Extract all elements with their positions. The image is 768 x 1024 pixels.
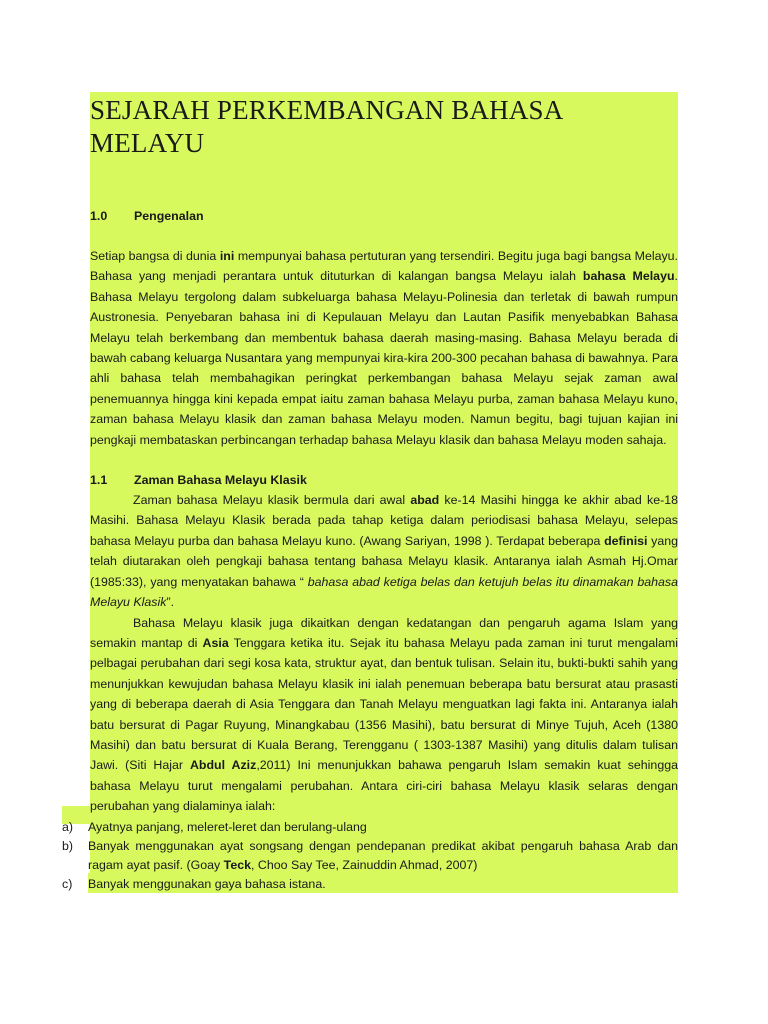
bold-text: abad xyxy=(410,493,440,508)
text-run: ,2011) Ini menunjukkan bahawa pengaruh Islam semakin kuat sehingga bahasa Melayu turut mengalami perubahan. Antara ciri-ciri bahasa Melayu klasik selaras dengan perubahan yang dialaminya ialah: xyxy=(90,758,678,814)
list-item-label: c) xyxy=(62,877,73,891)
text-run: Ayatnya panjang, meleret-leret dan berulang-ulang xyxy=(88,820,367,834)
paragraph-pengenalan xyxy=(90,246,678,450)
text-run: yang telah diutarakan oleh pengkaji bahasa tentang bahasa Melayu klasik. Antaranya ialah Asmah Hj.Omar (1985:33), yang menyatakan bahawa “ xyxy=(90,533,678,589)
list-item-label: b) xyxy=(62,839,74,853)
section-number: 1.1 xyxy=(90,473,108,488)
text-run: mempunyai bahasa pertuturan yang tersendiri. Begitu juga bagi bangsa Melayu. Bahasa yang menjadi perantara untuk dituturkan di kalangan bangsa Melayu ialah xyxy=(90,249,679,284)
section-title: Zaman Bahasa Melayu Klasik xyxy=(134,473,307,488)
section-title: Pengenalan xyxy=(134,209,204,223)
paragraph-klasik-2 xyxy=(90,613,678,817)
list-item xyxy=(62,837,678,875)
list-item-text xyxy=(88,839,678,872)
bold-text: bahasa Melayu xyxy=(582,269,675,284)
bold-text: ini xyxy=(219,249,235,263)
paragraph-klasik-1 xyxy=(90,490,678,612)
bold-text: Abdul Aziz xyxy=(189,758,257,773)
feature-list xyxy=(62,818,678,894)
section-heading-klasik xyxy=(90,470,678,490)
text-run: Bahasa Melayu klasik juga dikaitkan dengan kedatangan dan pengaruh agama Islam yang semakin mantap di xyxy=(90,615,678,650)
bold-text: Asia xyxy=(202,635,229,650)
list-item xyxy=(62,818,678,837)
bold-text: Teck xyxy=(223,858,251,872)
text-run: ”. xyxy=(166,595,175,610)
document-title: SEJARAH PERKEMBANGAN BAHASA MELAYU xyxy=(90,95,562,158)
section-heading-pengenalan xyxy=(90,206,678,226)
text-run: ke-14 Masihi hingga ke akhir abad ke-18 Masihi. Bahasa Melayu Klasik berada pada tahap ketiga dalam periodisasi bahasa Melayu, selepas bahasa Melayu purba dan bahasa Melayu kuno. (Awang Sariyan, 1998 ). Terdapat beberapa xyxy=(90,493,678,548)
text-run: Banyak menggunakan gaya bahasa istana. xyxy=(88,877,326,891)
text-run: , Choo Say Tee, Zainuddin Ahmad, 2007) xyxy=(251,858,478,872)
text-run: Zaman bahasa Melayu klasik bermula dari awal xyxy=(133,493,411,508)
text-run: . Bahasa Melayu tergolong dalam subkeluarga bahasa Melayu-Polinesia dan terletak di bawah rumpun Austronesia. Penyebaran bahasa ini di Kepulauan Melayu dan Lautan Pasifik menyebabkan Bahasa Melayu telah berkembang dan membentuk bahasa daerah masing-masing. Bahasa Melayu berada di bawah cabang keluarga Nusantara yang mempunyai kira-kira 200-300 pecahan bahasa di bawahnya. Para ahli bahasa telah membahagikan peringkat perkembangan bahasa Melayu sejak zaman awal penemuannya hingga kini kepada empat iaitu zaman bahasa Melayu purba, zaman bahasa Melayu kuno, zaman bahasa Melayu klasik dan zaman bahasa Melayu moden. Namun begitu, bagi tujuan kajian ini pengkaji membataskan perbincangan terhadap bahasa Melayu klasik dan bahasa Melayu moden sahaja. xyxy=(90,269,678,447)
section-number: 1.0 xyxy=(90,209,108,223)
bold-text: definisi xyxy=(604,533,648,548)
text-run: Tenggara ketika itu. Sejak itu bahasa Melayu pada zaman ini turut mengalami pelbagai perubahan dari segi kosa kata, struktur ayat, dan bentuk tulisan. Selain itu, bukti-bukti sahih yang menunjukkan kewujudan bahasa Melayu klasik ini ialah penemuan beberapa batu bersurat atau prasasti yang di beberapa daerah di Asia Tenggara dan Tanah Melayu menguatkan lagi fakta ini. Antaranya ialah batu bersurat di Pagar Ruyung, Minangkabau (1356 Masihi), batu bersurat di Minye Tujuh, Aceh (1380 Masihi) dan batu bersurat di Kuala Berang, Terengganu ( 1303-1387 Masihi) yang ditulis dalam tulisan Jawi. (Siti Hajar xyxy=(90,635,678,773)
list-item-label: a) xyxy=(62,820,74,834)
italic-text: bahasa abad ketiga belas dan ketujuh belas itu dinamakan bahasa Melayu Klasik xyxy=(90,574,678,610)
text-run: Setiap bangsa di dunia xyxy=(90,249,220,263)
text-run: Banyak menggunakan ayat songsang dengan pendepanan predikat akibat pengaruh bahasa Arab dan ragam ayat pasif. (Goay xyxy=(88,839,678,872)
list-item-text xyxy=(88,877,326,891)
document-body xyxy=(90,92,678,817)
list-item-text xyxy=(88,820,367,834)
list-item xyxy=(62,875,678,894)
